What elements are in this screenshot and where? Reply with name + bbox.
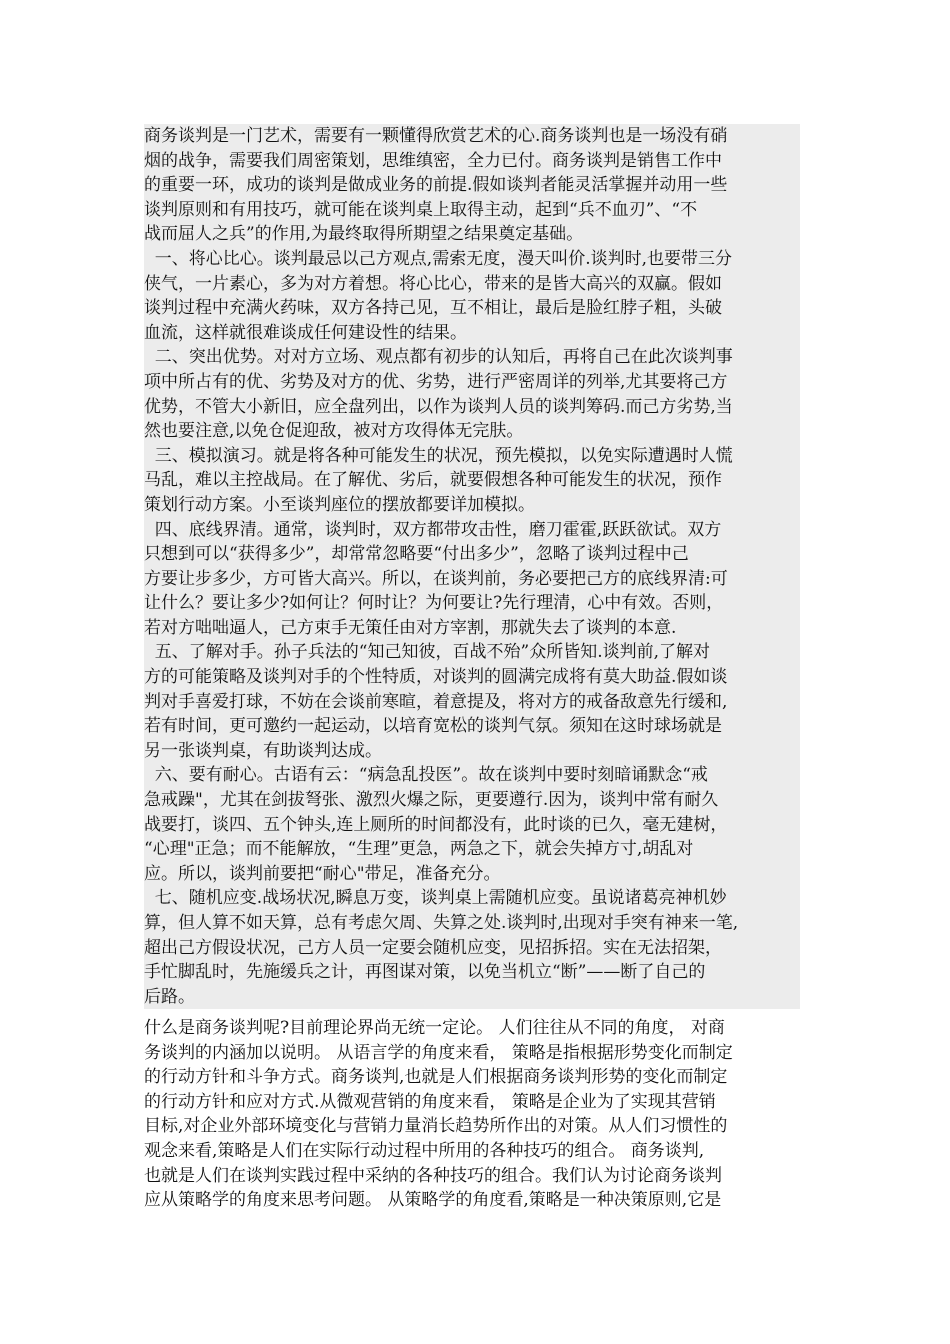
- text-line: 策划行动方案。小至谈判座位的摆放都要详加模拟。: [144, 494, 535, 515]
- text-line: 优势，不管大小新旧，应全盘列出，以作为谈判人员的谈判筹码.而己方劣势,当: [144, 396, 733, 417]
- text-line: 另一张谈判桌，有助谈判达成。: [144, 740, 382, 761]
- shaded-text-block: [144, 124, 800, 1009]
- text-line: 项中所占有的优、劣势及对方的优、劣势，进行严密周详的列举,尤其要将己方: [144, 371, 728, 392]
- text-line: 务谈判的内涵加以说明。 从语言学的角度来看， 策略是指根据形势变化而制定: [144, 1042, 733, 1063]
- text-line: 的行动方针和斗争方式。商务谈判,也就是人们根据商务谈判形势的变化而制定: [144, 1067, 728, 1088]
- text-line: 的重要一环，成功的谈判是做成业务的前提.假如谈判者能灵活掌握并动用一些: [144, 175, 728, 196]
- text-line: 方的可能策略及谈判对手的个性特质，对谈判的圆满完成将有莫大助益.假如谈: [144, 667, 728, 688]
- text-line: 二、突出优势。对对方立场、观点都有初步的认知后，再将自己在此次谈判事: [144, 347, 733, 368]
- plain-text-block: [144, 1016, 800, 1213]
- text-line: 的行动方针和应对方式.从微观营销的角度来看， 策略是企业为了实现其营销: [144, 1091, 716, 1112]
- text-line: 急戒躁"，尤其在剑拔弩张、激烈火爆之际，更要遵行.因为，谈判中常有耐久: [144, 790, 719, 811]
- text-line: 血流，这样就很难谈成任何建设性的结果。: [144, 322, 467, 343]
- text-line: 战而屈人之兵”的作用,为最终取得所期望之结果奠定基础。: [144, 224, 584, 245]
- text-line: 应从策略学的角度来思考问题。 从策略学的角度看,策略是一种决策原则,它是: [144, 1190, 722, 1211]
- text-line: 算，但人算不如天算，总有考虑欠周、失算之处.谈判时,出现对手突有神来一笔,: [144, 913, 739, 933]
- text-line: 观念来看,策略是人们在实际行动过程中所用的各种技巧的组合。 商务谈判,: [144, 1140, 705, 1161]
- text-line: 七、随机应变.战场状况,瞬息万变，谈判桌上需随机应变。虽说诸葛亮神机妙: [144, 888, 727, 909]
- text-line: 超出己方假设状况，己方人员一定要会随机应变，见招拆招。实在无法招架，: [144, 937, 722, 958]
- text-line: 侠气，一片素心，多为对方着想。将心比心，带来的是皆大高兴的双赢。假如: [144, 273, 722, 294]
- text-line: 三、模拟演习。就是将各种可能发生的状况，预先模拟，以免实际遭遇时人慌: [144, 445, 733, 466]
- text-line: 然也要注意,以免仓促迎敌，被对方攻得体无完肤。: [144, 421, 524, 442]
- text-line: 烟的战争，需要我们周密策划，思维缜密，全力已付。商务谈判是销售工作中: [144, 150, 722, 171]
- text-line: 判对手喜爱打球，不妨在会谈前寒暄，着意提及，将对方的戒备敌意先行缓和,: [144, 691, 728, 712]
- text-line: 若对方咄咄逼人，己方束手无策任由对方宰割，那就失去了谈判的本意.: [144, 617, 677, 638]
- text-line: 商务谈判是一门艺术，需要有一颗懂得欣赏艺术的心.商务谈判也是一场没有硝: [144, 126, 728, 146]
- text-line: 让什么？要让多少?如何让？何时让？为何要让?先行理清，心中有效。否则，: [144, 593, 724, 614]
- text-line: “心理"正急；而不能解放，“生理”更急，两急之下，就会失掉方寸,胡乱对: [144, 839, 694, 860]
- text-line: 手忙脚乱时，先施缓兵之计，再图谋对策，以免当机立“断”——断了自己的: [144, 962, 706, 983]
- text-line: 六、要有耐心。古语有云：“病急乱投医”。故在谈判中要时刻暗诵默念“戒: [144, 765, 708, 786]
- text-line: 谈判过程中充满火药味，双方各持己见，互不相让，最后是脸红脖子粗，头破: [144, 298, 722, 319]
- text-line: 谈判原则和有用技巧，就可能在谈判桌上取得主动，起到“兵不血刃”、“不: [144, 199, 698, 220]
- text-line: 只想到可以“获得多少”，却常常忽略要“付出多少”，忽略了谈判过程中己: [144, 544, 689, 565]
- text-line: 若有时间，更可邀约一起运动，以培育宽松的谈判气氛。须知在这时球场就是: [144, 716, 722, 737]
- text-line: 战要打，谈四、五个钟头,连上厕所的时间都没有，此时谈的已久，毫无建树，: [144, 814, 728, 835]
- text-line: 一、将心比心。谈判最忌以己方观点,需索无度，漫天叫价.谈判时,也要带三分: [144, 248, 733, 269]
- text-line: 后路。: [144, 986, 195, 1007]
- text-line: 什么是商务谈判呢?目前理论界尚无统一定论。 人们往往从不同的角度， 对商: [144, 1018, 725, 1038]
- text-line: 马乱，难以主控战局。在了解优、劣后，就要假想各种可能发生的状况，预作: [144, 470, 722, 491]
- text-line: 五、了解对手。孙子兵法的“知己知彼，百战不殆”众所皆知.谈判前,了解对: [144, 642, 710, 663]
- text-line: 目标,对企业外部环境变化与营销力量消长趋势所作出的对策。从人们习惯性的: [144, 1116, 728, 1137]
- text-line: 四、底线界清。通常，谈判时，双方都带攻击性，磨刀霍霍,跃跃欲试。双方: [144, 519, 722, 540]
- text-line: 方要让步多少，方可皆大高兴。所以，在谈判前，务必要把己方的底线界清:可: [144, 568, 728, 589]
- text-line: 也就是人们在谈判实践过程中采纳的各种技巧的组合。我们认为讨论商务谈判: [144, 1165, 722, 1186]
- text-line: 应。所以，谈判前要把“耐心"带足，准备充分。: [144, 863, 501, 884]
